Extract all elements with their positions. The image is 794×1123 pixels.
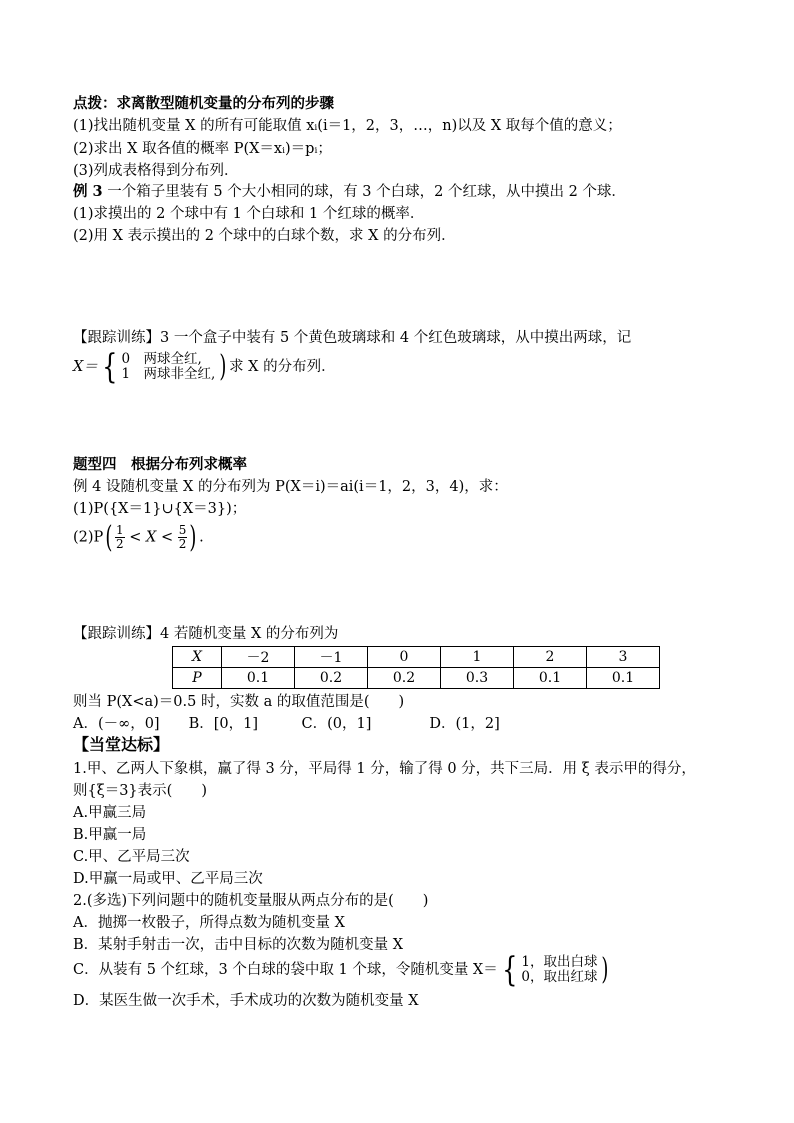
right-paren-icon: ) [601, 952, 609, 987]
example3-q2: (2)用 X 表示摸出的 2 个球中的白球个数，求 X 的分布列． [73, 228, 456, 244]
q1-option-d: D.甲赢一局或甲、乙平局三次 [73, 871, 263, 887]
practice3-definition [73, 347, 336, 387]
q1-text-2: 则{ξ＝3}表示( ) [73, 783, 207, 799]
table-header-x: X [173, 647, 222, 668]
table-cell: 0.1 [587, 668, 660, 689]
table-cell: 0 [368, 647, 441, 668]
practice4-label: 【跟踪训练】4 [73, 626, 170, 642]
left-brace-icon: { [102, 347, 118, 387]
example3-line [73, 182, 626, 202]
table-cell: 0.1 [514, 668, 587, 689]
example4-q2-prefix: (2)P [73, 529, 104, 546]
table-row-p [173, 668, 660, 689]
tip-step-3: (3)列成表格得到分布列． [73, 163, 239, 179]
section-title: 【当堂达标】 [73, 735, 170, 754]
tip-step-1: (1)找出随机变量 X 的所有可能取值 xᵢ(i＝1，2，3，…，n)以及 X 取每个值的意义； [73, 118, 622, 134]
left-paren-icon: ( [105, 519, 113, 555]
practice3-label: 【跟踪训练】3 [73, 330, 170, 346]
fraction-denominator: 2 [116, 537, 124, 551]
example4-q2 [73, 519, 204, 555]
tip-step-2: (2)求出 X 取各值的概率 P(X＝xᵢ)＝pᵢ； [73, 141, 332, 157]
tip-title: 点拨：求离散型随机变量的分布列的步骤 [73, 95, 334, 112]
table-cell: 0.2 [295, 668, 368, 689]
table-cell: 0.3 [441, 668, 514, 689]
q2-option-c-case-1: 1，取出白球 [521, 954, 598, 970]
example4-text: 例 4 设随机变量 X 的分布列为 P(X＝i)＝ai(i＝1，2，3，4)，求： [73, 479, 508, 495]
practice3-case-2: 1 两球非全红, [121, 366, 216, 382]
example3-q1: (1)求摸出的 2 个球中有 1 个白球和 1 个红球的概率． [73, 206, 425, 222]
table-header-p: P [173, 668, 222, 689]
table-cell: 0.2 [368, 668, 441, 689]
fraction-five-halves [178, 524, 188, 551]
table-cell: －2 [222, 647, 295, 668]
example4-q2-suffix: . [199, 529, 204, 546]
practice4-text: 若随机变量 X 的分布列为 [173, 626, 339, 642]
q2-text: 2.(多选)下列问题中的随机变量服从两点分布的是( ) [73, 893, 429, 909]
practice3-tail: 求 X 的分布列． [229, 359, 336, 375]
q2-option-c-case-2: 0，取出红球 [521, 969, 598, 985]
right-paren-icon: ) [219, 349, 227, 384]
q2-option-c [73, 950, 611, 990]
table-cell: －1 [295, 647, 368, 668]
q2-option-c-cases [521, 955, 597, 985]
table-cell: 0.1 [222, 668, 295, 689]
example3-label: 例 3 [73, 183, 103, 200]
practice4-question: 则当 P(X<a)＝0.5 时，实数 a 的取值范围是( ) [73, 694, 405, 710]
practice4-options: A．(－∞，0] B．[0，1] C．(0，1] D．(1，2] [73, 716, 500, 732]
fraction-numerator: 5 [178, 523, 187, 537]
right-paren-icon: ) [189, 519, 197, 555]
fraction-one-half [115, 524, 125, 551]
practice3-text: 一个盒子中装有 5 个黄色玻璃球和 4 个红色玻璃球，从中摸出两球，记 [173, 330, 632, 346]
table-cell: 1 [441, 647, 514, 668]
q2-option-c-text: C．从装有 5 个红球，3 个白球的袋中取 1 个球，令随机变量 X＝ [73, 962, 498, 978]
q2-option-a: A．抛掷一枚骰子，所得点数为随机变量 X [73, 915, 345, 931]
type4-title: 题型四 根据分布列求概率 [73, 456, 247, 473]
practice4-line [73, 624, 338, 644]
fraction-denominator: 2 [178, 537, 187, 551]
left-brace-icon: { [501, 950, 518, 990]
q1-option-b: B.甲赢一局 [73, 827, 147, 843]
practice3-x-eq: X＝ [73, 359, 98, 375]
table-row-x [173, 647, 660, 668]
table-cell: 2 [514, 647, 587, 668]
practice3-line [73, 328, 631, 348]
example4-q2-mid: < X < [124, 529, 178, 546]
table-cell: 3 [587, 647, 660, 668]
q2-option-b: B．某射手射击一次，击中目标的次数为随机变量 X [73, 937, 404, 953]
example3-text: 一个箱子里装有 5 个大小相同的球，有 3 个白球，2 个红球，从中摸出 2 个球． [107, 184, 626, 200]
practice3-cases [121, 352, 215, 382]
q1-text: 1.甲、乙两人下象棋，赢了得 3 分，平局得 1 分，输了得 0 分，共下三局．用 ξ 表示甲的得分， [73, 761, 696, 777]
example4-q1: (1)P({X＝1}∪{X＝3})； [73, 501, 247, 517]
q1-option-c: C.甲、乙平局三次 [73, 849, 190, 865]
q2-option-d: D．某医生做一次手术，手术成功的次数为随机变量 X [73, 993, 419, 1009]
practice3-case-1: 0 两球全红, [121, 351, 202, 367]
fraction-numerator: 1 [116, 523, 124, 537]
distribution-table [172, 646, 660, 689]
q1-option-a: A.甲赢三局 [73, 805, 147, 821]
